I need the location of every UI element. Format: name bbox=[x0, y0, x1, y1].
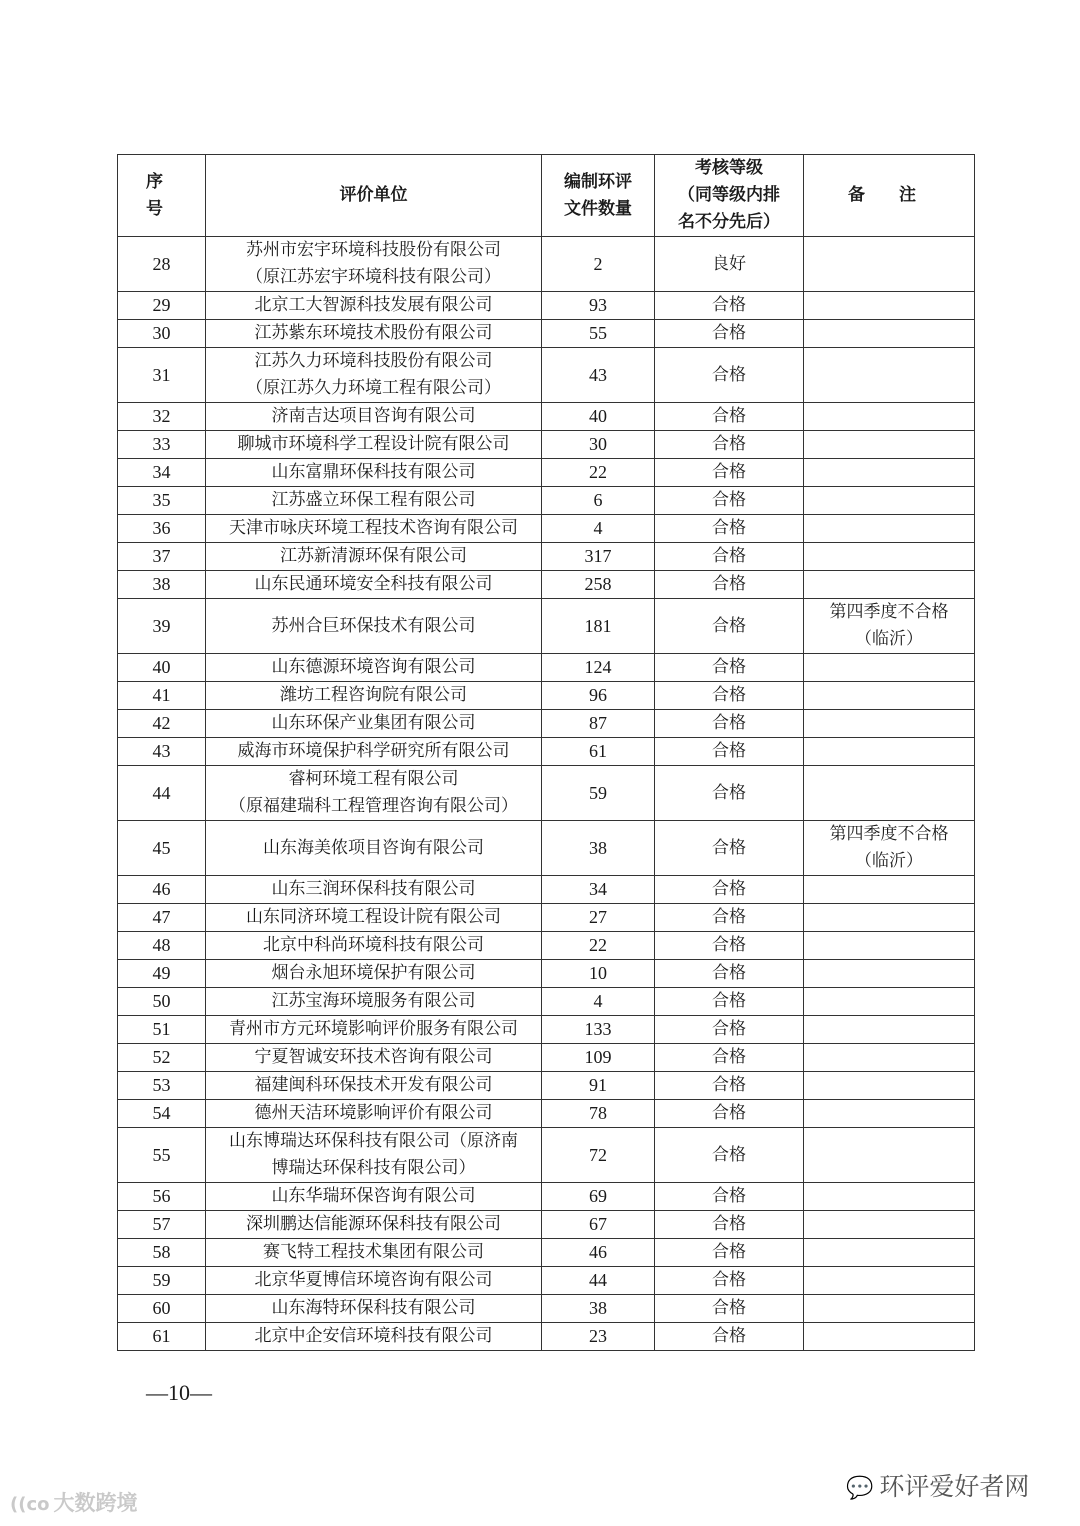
table-header bbox=[118, 155, 975, 237]
row-unit bbox=[206, 1183, 542, 1211]
row-unit bbox=[206, 1295, 542, 1323]
row-note bbox=[804, 599, 975, 654]
row-unit bbox=[206, 821, 542, 876]
row-number: 38 bbox=[118, 571, 206, 599]
table-row bbox=[118, 571, 975, 599]
row-unit-line: 山东三润环保科技有限公司 bbox=[271, 879, 476, 899]
row-count: 27 bbox=[542, 904, 655, 932]
row-unit bbox=[206, 459, 542, 487]
row-count: 10 bbox=[542, 960, 655, 988]
row-number: 34 bbox=[118, 459, 206, 487]
row-grade: 合格 bbox=[655, 766, 804, 821]
row-unit-line: 天津市咏庆环境工程技术咨询有限公司 bbox=[229, 518, 518, 538]
row-unit-line: 山东海美侬项目咨询有限公司 bbox=[263, 837, 484, 858]
table-row bbox=[118, 960, 975, 988]
row-count: 23 bbox=[542, 1323, 655, 1351]
row-number: 50 bbox=[118, 988, 206, 1016]
row-number: 49 bbox=[118, 960, 206, 988]
row-note bbox=[804, 1239, 975, 1267]
row-count: 59 bbox=[542, 766, 655, 821]
row-note bbox=[804, 515, 975, 543]
row-grade: 合格 bbox=[655, 1044, 804, 1072]
row-note bbox=[804, 1183, 975, 1211]
row-grade: 合格 bbox=[655, 682, 804, 710]
row-unit-line: 江苏宝海环境服务有限公司 bbox=[271, 991, 476, 1011]
row-number: 36 bbox=[118, 515, 206, 543]
row-grade: 合格 bbox=[655, 543, 804, 571]
row-unit bbox=[206, 1323, 542, 1351]
row-count: 61 bbox=[542, 738, 655, 766]
row-unit-line: 德州天洁环境影响评价有限公司 bbox=[254, 1103, 493, 1123]
table-row bbox=[118, 1239, 975, 1267]
row-grade: 良好 bbox=[655, 237, 804, 292]
table-row bbox=[118, 738, 975, 766]
row-note bbox=[804, 459, 975, 487]
row-unit bbox=[206, 403, 542, 431]
row-note bbox=[804, 1295, 975, 1323]
header-count-line-2: 文件数量 bbox=[564, 198, 632, 219]
row-unit bbox=[206, 960, 542, 988]
row-number: 41 bbox=[118, 682, 206, 710]
row-unit-line: 烟台永旭环境保护有限公司 bbox=[271, 963, 476, 983]
header-grade-line-3: 名不分先后） bbox=[678, 212, 780, 232]
row-number: 29 bbox=[118, 292, 206, 320]
row-unit bbox=[206, 876, 542, 904]
row-grade: 合格 bbox=[655, 1239, 804, 1267]
table-row bbox=[118, 1100, 975, 1128]
row-unit bbox=[206, 571, 542, 599]
row-note bbox=[804, 654, 975, 682]
table-row bbox=[118, 766, 975, 821]
row-grade: 合格 bbox=[655, 1211, 804, 1239]
row-number: 51 bbox=[118, 1016, 206, 1044]
header-grade bbox=[655, 155, 804, 237]
row-count: 72 bbox=[542, 1128, 655, 1183]
row-grade: 合格 bbox=[655, 348, 804, 403]
row-grade: 合格 bbox=[655, 1323, 804, 1351]
table-row bbox=[118, 932, 975, 960]
table-row bbox=[118, 876, 975, 904]
row-grade: 合格 bbox=[655, 710, 804, 738]
header-grade-line-1: 考核等级 bbox=[695, 158, 763, 178]
row-note bbox=[804, 988, 975, 1016]
row-unit bbox=[206, 654, 542, 682]
row-unit bbox=[206, 1044, 542, 1072]
row-note bbox=[804, 431, 975, 459]
row-unit bbox=[206, 1100, 542, 1128]
row-unit-line: 江苏紫东环境技术股份有限公司 bbox=[254, 323, 493, 343]
row-unit bbox=[206, 320, 542, 348]
row-note bbox=[804, 571, 975, 599]
row-unit-line: 北京工大智源科技发展有限公司 bbox=[254, 295, 493, 315]
row-unit-line: 山东民通环境安全科技有限公司 bbox=[254, 574, 493, 594]
row-unit-line: 深圳鹏达信能源环保科技有限公司 bbox=[246, 1214, 501, 1234]
row-count: 40 bbox=[542, 403, 655, 431]
row-note bbox=[804, 1100, 975, 1128]
row-number: 53 bbox=[118, 1072, 206, 1100]
row-number: 42 bbox=[118, 710, 206, 738]
row-count: 87 bbox=[542, 710, 655, 738]
row-unit bbox=[206, 543, 542, 571]
row-number: 44 bbox=[118, 766, 206, 821]
row-number: 61 bbox=[118, 1323, 206, 1351]
row-count: 317 bbox=[542, 543, 655, 571]
row-count: 69 bbox=[542, 1183, 655, 1211]
row-grade: 合格 bbox=[655, 431, 804, 459]
header-count-line-1: 编制环评 bbox=[564, 171, 632, 192]
row-grade: 合格 bbox=[655, 738, 804, 766]
row-number: 45 bbox=[118, 821, 206, 876]
row-count: 34 bbox=[542, 876, 655, 904]
row-unit-line: 福建闽科环保技术开发有限公司 bbox=[254, 1075, 493, 1095]
row-unit-line: 江苏久力环境科技股份有限公司 bbox=[254, 351, 493, 371]
row-grade: 合格 bbox=[655, 654, 804, 682]
row-grade: 合格 bbox=[655, 515, 804, 543]
row-unit bbox=[206, 766, 542, 821]
header-count bbox=[542, 155, 655, 237]
row-unit bbox=[206, 487, 542, 515]
row-note bbox=[804, 821, 975, 876]
row-count: 4 bbox=[542, 988, 655, 1016]
row-note bbox=[804, 766, 975, 821]
row-note bbox=[804, 1016, 975, 1044]
row-unit-line: 山东德源环境咨询有限公司 bbox=[271, 657, 476, 677]
watermark-left-text: 大数跨境 bbox=[53, 1491, 138, 1515]
table-row bbox=[118, 348, 975, 403]
row-unit bbox=[206, 932, 542, 960]
row-unit-line: 苏州市宏宇环境科技股份有限公司 bbox=[246, 240, 501, 260]
row-unit-line: 威海市环境保护科学研究所有限公司 bbox=[237, 741, 510, 761]
row-unit bbox=[206, 1072, 542, 1100]
row-number: 37 bbox=[118, 543, 206, 571]
row-count: 2 bbox=[542, 237, 655, 292]
row-note bbox=[804, 682, 975, 710]
wechat-icon: 💬 bbox=[846, 1476, 874, 1501]
row-number: 32 bbox=[118, 403, 206, 431]
row-number: 47 bbox=[118, 904, 206, 932]
row-unit-line: 宁夏智诚安环技术咨询有限公司 bbox=[254, 1047, 493, 1067]
row-unit bbox=[206, 1267, 542, 1295]
row-note bbox=[804, 487, 975, 515]
row-number: 52 bbox=[118, 1044, 206, 1072]
row-grade: 合格 bbox=[655, 1016, 804, 1044]
row-note bbox=[804, 348, 975, 403]
row-note bbox=[804, 403, 975, 431]
row-note-line: 第四季度不合格 bbox=[829, 824, 949, 844]
row-count: 44 bbox=[542, 1267, 655, 1295]
row-note bbox=[804, 1128, 975, 1183]
row-unit-line: （原江苏宏宇环境科技有限公司） bbox=[246, 267, 501, 287]
row-grade: 合格 bbox=[655, 320, 804, 348]
table-row bbox=[118, 654, 975, 682]
row-unit bbox=[206, 348, 542, 403]
watermark-logo-icon: ((co bbox=[10, 1494, 50, 1515]
row-unit-line: 山东海特环保科技有限公司 bbox=[271, 1298, 476, 1318]
row-grade: 合格 bbox=[655, 904, 804, 932]
row-unit bbox=[206, 1016, 542, 1044]
row-grade: 合格 bbox=[655, 1295, 804, 1323]
row-count: 181 bbox=[542, 599, 655, 654]
header-seq: 序 号 bbox=[118, 155, 206, 237]
row-grade: 合格 bbox=[655, 1128, 804, 1183]
row-unit bbox=[206, 237, 542, 292]
row-unit-line: 潍坊工程咨询院有限公司 bbox=[280, 685, 467, 705]
table-row bbox=[118, 1016, 975, 1044]
row-unit bbox=[206, 710, 542, 738]
row-count: 78 bbox=[542, 1100, 655, 1128]
row-grade: 合格 bbox=[655, 459, 804, 487]
row-unit bbox=[206, 904, 542, 932]
table-row bbox=[118, 682, 975, 710]
row-unit-line: 济南吉达项目咨询有限公司 bbox=[271, 406, 476, 426]
row-grade: 合格 bbox=[655, 599, 804, 654]
row-unit-line: 苏州合巨环保技术有限公司 bbox=[271, 615, 476, 636]
row-count: 55 bbox=[542, 320, 655, 348]
row-grade: 合格 bbox=[655, 403, 804, 431]
row-count: 258 bbox=[542, 571, 655, 599]
row-unit bbox=[206, 682, 542, 710]
row-number: 55 bbox=[118, 1128, 206, 1183]
table-row bbox=[118, 599, 975, 654]
row-grade: 合格 bbox=[655, 571, 804, 599]
header-note: 备 注 bbox=[804, 155, 975, 237]
row-number: 60 bbox=[118, 1295, 206, 1323]
table-row bbox=[118, 821, 975, 876]
row-count: 46 bbox=[542, 1239, 655, 1267]
row-unit-line: 江苏新清源环保有限公司 bbox=[280, 546, 467, 566]
row-number: 58 bbox=[118, 1239, 206, 1267]
table-row bbox=[118, 1072, 975, 1100]
table-row bbox=[118, 292, 975, 320]
table-row bbox=[118, 403, 975, 431]
row-number: 33 bbox=[118, 431, 206, 459]
table-row bbox=[118, 988, 975, 1016]
row-grade: 合格 bbox=[655, 1267, 804, 1295]
row-note bbox=[804, 320, 975, 348]
row-count: 67 bbox=[542, 1211, 655, 1239]
row-number: 54 bbox=[118, 1100, 206, 1128]
row-unit-line: 聊城市环境科学工程设计院有限公司 bbox=[237, 434, 510, 454]
row-number: 28 bbox=[118, 237, 206, 292]
row-number: 56 bbox=[118, 1183, 206, 1211]
row-note bbox=[804, 543, 975, 571]
table-row bbox=[118, 320, 975, 348]
row-count: 38 bbox=[542, 1295, 655, 1323]
row-number: 59 bbox=[118, 1267, 206, 1295]
row-unit-line: 博瑞达环保科技有限公司） bbox=[271, 1158, 476, 1178]
table-row bbox=[118, 1128, 975, 1183]
row-number: 39 bbox=[118, 599, 206, 654]
row-note-line: （临沂） bbox=[855, 851, 923, 871]
table-row bbox=[118, 1267, 975, 1295]
row-grade: 合格 bbox=[655, 932, 804, 960]
row-grade: 合格 bbox=[655, 487, 804, 515]
row-count: 6 bbox=[542, 487, 655, 515]
row-grade: 合格 bbox=[655, 876, 804, 904]
row-unit bbox=[206, 1128, 542, 1183]
table-row bbox=[118, 710, 975, 738]
row-unit-line: 山东同济环境工程设计院有限公司 bbox=[246, 907, 501, 927]
row-unit-line: （原福建瑞科工程管理咨询有限公司） bbox=[229, 796, 518, 816]
row-count: 109 bbox=[542, 1044, 655, 1072]
row-unit-line: 山东富鼎环保科技有限公司 bbox=[271, 462, 476, 482]
row-note bbox=[804, 1072, 975, 1100]
row-number: 48 bbox=[118, 932, 206, 960]
assessment-table bbox=[117, 154, 975, 1351]
row-grade: 合格 bbox=[655, 821, 804, 876]
row-unit bbox=[206, 738, 542, 766]
row-grade: 合格 bbox=[655, 1183, 804, 1211]
table-row bbox=[118, 1183, 975, 1211]
row-unit bbox=[206, 292, 542, 320]
row-unit bbox=[206, 1239, 542, 1267]
row-count: 91 bbox=[542, 1072, 655, 1100]
header-grade-line-2: （同等级内排 bbox=[678, 185, 780, 205]
row-count: 22 bbox=[542, 932, 655, 960]
header-unit: 评价单位 bbox=[206, 155, 542, 237]
row-unit-line: 北京中科尚环境科技有限公司 bbox=[263, 935, 484, 955]
row-count: 38 bbox=[542, 821, 655, 876]
row-note bbox=[804, 932, 975, 960]
table-row bbox=[118, 487, 975, 515]
row-grade: 合格 bbox=[655, 292, 804, 320]
row-grade: 合格 bbox=[655, 1072, 804, 1100]
row-number: 40 bbox=[118, 654, 206, 682]
row-count: 4 bbox=[542, 515, 655, 543]
table-row bbox=[118, 1295, 975, 1323]
row-unit-line: 山东博瑞达环保科技有限公司（原济南 bbox=[229, 1131, 518, 1151]
row-grade: 合格 bbox=[655, 988, 804, 1016]
watermark-left bbox=[10, 1487, 138, 1517]
row-count: 30 bbox=[542, 431, 655, 459]
row-number: 43 bbox=[118, 738, 206, 766]
row-unit bbox=[206, 515, 542, 543]
row-count: 124 bbox=[542, 654, 655, 682]
row-count: 43 bbox=[542, 348, 655, 403]
row-number: 57 bbox=[118, 1211, 206, 1239]
row-grade: 合格 bbox=[655, 1100, 804, 1128]
row-count: 93 bbox=[542, 292, 655, 320]
row-note bbox=[804, 1044, 975, 1072]
row-note bbox=[804, 738, 975, 766]
row-unit-line: 睿柯环境工程有限公司 bbox=[288, 769, 459, 789]
row-unit bbox=[206, 599, 542, 654]
page-number: —10— bbox=[146, 1380, 212, 1405]
row-unit bbox=[206, 988, 542, 1016]
row-unit-line: 山东华瑞环保咨询有限公司 bbox=[271, 1186, 476, 1206]
row-number: 35 bbox=[118, 487, 206, 515]
watermark-right bbox=[846, 1467, 1029, 1503]
row-count: 22 bbox=[542, 459, 655, 487]
row-unit-line: （原江苏久力环境工程有限公司） bbox=[246, 378, 501, 398]
row-note bbox=[804, 1211, 975, 1239]
table-row bbox=[118, 1211, 975, 1239]
row-unit bbox=[206, 1211, 542, 1239]
row-note bbox=[804, 710, 975, 738]
row-note bbox=[804, 876, 975, 904]
row-note bbox=[804, 237, 975, 292]
row-unit-line: 青州市方元环境影响评价服务有限公司 bbox=[229, 1019, 518, 1039]
row-number: 31 bbox=[118, 348, 206, 403]
row-note-line: （临沂） bbox=[855, 629, 923, 649]
table-row bbox=[118, 543, 975, 571]
row-number: 46 bbox=[118, 876, 206, 904]
table-row bbox=[118, 904, 975, 932]
row-unit-line: 江苏盛立环保工程有限公司 bbox=[271, 490, 476, 510]
row-note bbox=[804, 1323, 975, 1351]
row-unit bbox=[206, 431, 542, 459]
row-unit-line: 赛飞特工程技术集团有限公司 bbox=[263, 1242, 484, 1262]
table-body bbox=[118, 237, 975, 1351]
table-row bbox=[118, 237, 975, 292]
row-unit-line: 北京华夏博信环境咨询有限公司 bbox=[254, 1270, 493, 1290]
table-row bbox=[118, 515, 975, 543]
table-row bbox=[118, 1323, 975, 1351]
row-note bbox=[804, 960, 975, 988]
row-note bbox=[804, 1267, 975, 1295]
row-count: 133 bbox=[542, 1016, 655, 1044]
watermark-right-text: 环评爱好者网 bbox=[879, 1472, 1030, 1501]
row-count: 96 bbox=[542, 682, 655, 710]
row-unit-line: 北京中企安信环境科技有限公司 bbox=[254, 1326, 493, 1346]
table-row bbox=[118, 1044, 975, 1072]
row-note bbox=[804, 904, 975, 932]
row-number: 30 bbox=[118, 320, 206, 348]
row-unit-line: 山东环保产业集团有限公司 bbox=[271, 713, 476, 733]
row-grade: 合格 bbox=[655, 960, 804, 988]
table-row bbox=[118, 459, 975, 487]
row-note bbox=[804, 292, 975, 320]
row-note-line: 第四季度不合格 bbox=[829, 602, 949, 622]
table-row bbox=[118, 431, 975, 459]
